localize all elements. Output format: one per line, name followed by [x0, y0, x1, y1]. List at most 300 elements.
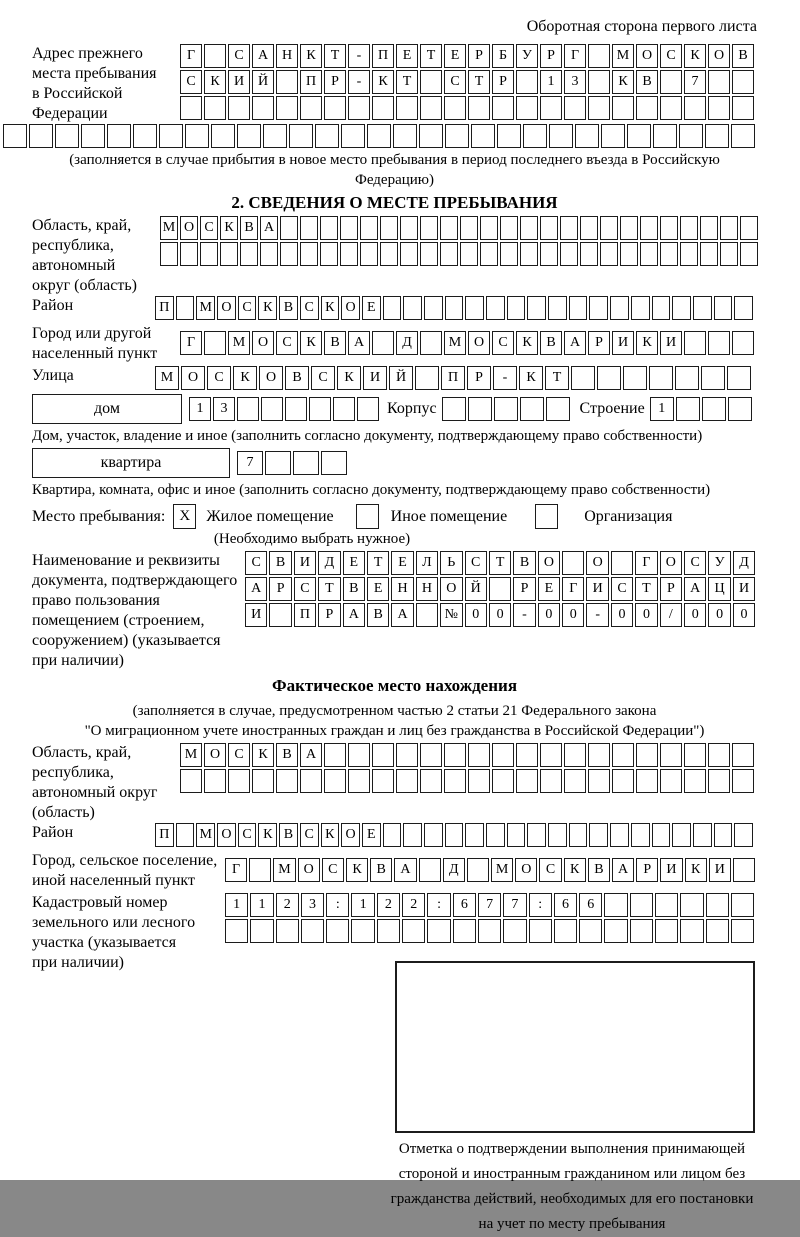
char-cell	[562, 551, 584, 575]
char-cell: В	[285, 366, 309, 390]
page-side-note: Оборотная сторона первого листа	[526, 18, 757, 35]
char-cell: С	[276, 331, 298, 355]
char-cell: 0	[465, 603, 487, 627]
char-cell: Т	[367, 551, 389, 575]
char-cell: И	[294, 551, 316, 575]
char-cell: С	[684, 551, 706, 575]
char-cell	[630, 893, 653, 917]
char-cell: С	[611, 577, 633, 601]
char-cell	[706, 893, 729, 917]
char-cell	[340, 242, 358, 266]
char-cell	[107, 124, 131, 148]
char-cell: 0	[733, 603, 755, 627]
char-cell: Д	[443, 858, 465, 882]
char-cell: Е	[367, 577, 389, 601]
char-cell	[731, 893, 754, 917]
char-cell: А	[348, 331, 370, 355]
char-cell	[460, 216, 478, 240]
fact-region-grid	[180, 743, 756, 795]
char-cell: 1	[189, 397, 211, 421]
prev-address-row-2	[180, 70, 756, 94]
char-cell	[652, 296, 671, 320]
char-cell: И	[363, 366, 387, 390]
korpus-cells	[442, 397, 572, 421]
char-cell	[220, 242, 238, 266]
char-cell: Т	[396, 70, 418, 94]
char-cell: М	[491, 858, 513, 882]
char-cell	[204, 769, 226, 793]
char-cell: Г	[635, 551, 657, 575]
char-cell	[610, 296, 629, 320]
char-cell	[383, 823, 402, 847]
char-cell	[276, 919, 299, 943]
char-cell	[612, 769, 634, 793]
char-cell	[465, 296, 484, 320]
char-cell	[133, 124, 157, 148]
char-cell: 7	[503, 893, 526, 917]
char-cell	[679, 124, 703, 148]
char-cell: -	[348, 70, 370, 94]
char-cell	[315, 124, 339, 148]
char-cell: Й	[252, 70, 274, 94]
char-cell	[734, 823, 753, 847]
char-cell: В	[240, 216, 258, 240]
char-cell	[660, 70, 682, 94]
fact-region-row-1	[180, 743, 756, 767]
char-cell: 1	[650, 397, 674, 421]
char-cell: В	[343, 577, 365, 601]
char-cell: М	[273, 858, 295, 882]
char-cell: М	[612, 44, 634, 68]
char-cell	[630, 919, 653, 943]
char-cell	[372, 743, 394, 767]
char-cell: Й	[465, 577, 487, 601]
char-cell	[360, 216, 378, 240]
char-cell	[548, 296, 567, 320]
char-cell	[701, 366, 725, 390]
region-field	[32, 216, 757, 296]
char-cell	[680, 893, 703, 917]
char-cell	[211, 124, 235, 148]
char-cell	[600, 242, 618, 266]
char-cell	[309, 397, 331, 421]
char-cell: В	[276, 743, 298, 767]
char-cell: К	[346, 858, 368, 882]
char-cell	[700, 242, 718, 266]
char-cell: М	[155, 366, 179, 390]
char-cell	[732, 70, 754, 94]
stay-option-organization-label: Организация	[584, 507, 673, 525]
char-cell: О	[181, 366, 205, 390]
char-cell	[261, 397, 283, 421]
char-cell	[714, 296, 733, 320]
char-cell: -	[513, 603, 535, 627]
char-cell	[588, 44, 610, 68]
char-cell: 2	[402, 893, 425, 917]
char-cell	[341, 124, 365, 148]
char-cell	[732, 743, 754, 767]
char-cell	[445, 296, 464, 320]
char-cell	[660, 743, 682, 767]
char-cell	[560, 216, 578, 240]
char-cell	[564, 96, 586, 120]
char-cell: 6	[453, 893, 476, 917]
char-cell: -	[586, 603, 608, 627]
char-cell	[540, 242, 558, 266]
char-cell	[604, 893, 627, 917]
char-cell	[3, 124, 27, 148]
char-cell: О	[180, 216, 198, 240]
char-cell: Р	[269, 577, 291, 601]
char-cell	[529, 919, 552, 943]
char-cell	[465, 823, 484, 847]
char-cell: В	[279, 296, 298, 320]
char-cell: 0	[562, 603, 584, 627]
stay-type-line	[32, 504, 757, 529]
char-cell	[393, 124, 417, 148]
char-cell	[289, 124, 313, 148]
char-cell	[720, 242, 738, 266]
char-cell	[571, 366, 595, 390]
char-cell: К	[300, 331, 322, 355]
char-cell: А	[564, 331, 586, 355]
char-cell	[377, 919, 400, 943]
char-cell	[604, 919, 627, 943]
char-cell: И	[245, 603, 267, 627]
char-cell	[660, 242, 678, 266]
char-cell: :	[326, 893, 349, 917]
char-cell: 1	[351, 893, 374, 917]
char-cell: Г	[564, 44, 586, 68]
char-cell: П	[155, 823, 174, 847]
char-cell	[623, 366, 647, 390]
char-cell	[516, 769, 538, 793]
char-cell	[660, 96, 682, 120]
char-cell: У	[516, 44, 538, 68]
char-cell	[276, 769, 298, 793]
char-cell: Р	[468, 44, 490, 68]
prev-address-label: Адрес прежнего места пребывания в Российской Федерации	[32, 45, 157, 122]
char-cell: 0	[489, 603, 511, 627]
char-cell: С	[539, 858, 561, 882]
fact-district-row	[155, 823, 755, 847]
char-cell: Е	[444, 44, 466, 68]
char-cell	[340, 216, 358, 240]
stay-option-other-checkbox	[356, 504, 379, 529]
confirmation-stamp-box	[395, 961, 755, 1133]
char-cell: О	[217, 823, 236, 847]
char-cell: К	[636, 331, 658, 355]
char-cell: Н	[416, 577, 438, 601]
char-cell	[240, 242, 258, 266]
char-cell	[734, 296, 753, 320]
char-cell: И	[228, 70, 250, 94]
char-cell: Г	[180, 44, 202, 68]
char-cell	[486, 823, 505, 847]
char-cell	[420, 70, 442, 94]
char-cell	[579, 919, 602, 943]
char-cell: М	[196, 823, 215, 847]
stamp-caption: Отметка о подтверждении выполнения принимающей стороной и иностранным гражданином или лицом без гражданства действий, необходимых для его постановки на учет по месту пребывания	[390, 1141, 754, 1232]
char-cell: 2	[276, 893, 299, 917]
char-cell	[176, 823, 195, 847]
char-cell: 0	[684, 603, 706, 627]
char-cell: О	[468, 331, 490, 355]
char-cell	[420, 242, 438, 266]
char-cell	[492, 769, 514, 793]
char-cell	[660, 769, 682, 793]
cadastral-row-1	[225, 893, 756, 917]
char-cell	[655, 893, 678, 917]
fact-city-field	[32, 851, 757, 891]
char-cell	[324, 96, 346, 120]
char-cell	[204, 44, 226, 68]
char-cell: Р	[324, 70, 346, 94]
char-cell	[372, 769, 394, 793]
char-cell: Р	[318, 603, 340, 627]
char-cell	[564, 743, 586, 767]
char-cell	[636, 96, 658, 120]
char-cell	[507, 823, 526, 847]
char-cell: В	[367, 603, 389, 627]
char-cell	[480, 216, 498, 240]
char-cell	[300, 96, 322, 120]
char-cell: С	[322, 858, 344, 882]
char-cell	[333, 397, 355, 421]
char-cell: -	[493, 366, 517, 390]
char-cell	[265, 451, 291, 475]
char-cell: С	[200, 216, 218, 240]
char-cell: 6	[579, 893, 602, 917]
char-cell	[420, 331, 442, 355]
char-cell: С	[207, 366, 231, 390]
char-cell: 2	[377, 893, 400, 917]
char-cell	[444, 769, 466, 793]
char-cell: Т	[545, 366, 569, 390]
char-cell: О	[440, 577, 462, 601]
char-cell: А	[684, 577, 706, 601]
char-cell: А	[252, 44, 274, 68]
char-cell: :	[427, 893, 450, 917]
char-cell	[263, 124, 287, 148]
char-cell	[300, 216, 318, 240]
char-cell	[516, 743, 538, 767]
char-cell: 1	[540, 70, 562, 94]
city-label: Город или другой населенный пункт	[32, 325, 158, 362]
char-cell	[416, 603, 438, 627]
char-cell	[396, 96, 418, 120]
char-cell: А	[300, 743, 322, 767]
char-cell: О	[217, 296, 236, 320]
char-cell	[612, 743, 634, 767]
char-cell: 0	[611, 603, 633, 627]
fact-city-label: Город, сельское поселение, иной населенный пункт	[32, 852, 218, 889]
char-cell: О	[252, 331, 274, 355]
region-row-1	[160, 216, 760, 240]
char-cell	[396, 769, 418, 793]
char-cell	[486, 296, 505, 320]
char-cell	[293, 451, 319, 475]
char-cell	[324, 769, 346, 793]
char-cell	[731, 919, 754, 943]
char-cell: 1	[250, 893, 273, 917]
char-cell: О	[538, 551, 560, 575]
char-cell	[693, 823, 712, 847]
char-cell	[419, 858, 441, 882]
char-cell	[420, 743, 442, 767]
char-cell	[402, 919, 425, 943]
char-cell	[680, 919, 703, 943]
section3-caption-line1: (заполняется в случае, предусмотренном частью 2 статьи 21 Федерального закона	[132, 703, 657, 719]
char-cell: В	[279, 823, 298, 847]
char-cell: Л	[416, 551, 438, 575]
char-cell: /	[660, 603, 682, 627]
prev-address-row-1	[180, 44, 756, 68]
char-cell	[419, 124, 443, 148]
char-cell	[740, 216, 758, 240]
char-cell: Р	[636, 858, 658, 882]
char-cell: Д	[733, 551, 755, 575]
char-cell	[684, 331, 706, 355]
char-cell	[672, 296, 691, 320]
char-cell	[546, 397, 570, 421]
char-cell	[300, 769, 322, 793]
city-row	[180, 331, 756, 355]
apartment-caption: Квартира, комната, офис и иное (заполнить согласно документу, подтверждающему право собственности)	[32, 482, 711, 498]
char-cell	[640, 242, 658, 266]
char-cell: К	[684, 44, 706, 68]
korpus-label: Корпус	[387, 400, 437, 417]
char-cell: К	[372, 70, 394, 94]
region-row-2	[160, 242, 760, 266]
char-cell	[588, 96, 610, 120]
char-cell	[732, 769, 754, 793]
char-cell: О	[636, 44, 658, 68]
char-cell	[560, 242, 578, 266]
char-cell	[705, 124, 729, 148]
char-cell: Т	[635, 577, 657, 601]
char-cell	[204, 96, 226, 120]
char-cell	[180, 242, 198, 266]
cadastral-grid	[225, 893, 756, 945]
char-cell	[444, 743, 466, 767]
char-cell: В	[370, 858, 392, 882]
char-cell	[468, 769, 490, 793]
char-cell	[527, 823, 546, 847]
char-cell: О	[341, 823, 360, 847]
char-cell: Е	[362, 296, 381, 320]
char-cell: И	[660, 858, 682, 882]
stay-option-residential-label: Жилое помещение	[206, 507, 334, 525]
char-cell	[160, 242, 178, 266]
char-cell: В	[636, 70, 658, 94]
char-cell	[540, 96, 562, 120]
char-cell	[640, 216, 658, 240]
char-cell: О	[204, 743, 226, 767]
char-cell	[636, 743, 658, 767]
char-cell	[708, 743, 730, 767]
char-cell	[176, 296, 195, 320]
char-cell	[225, 919, 248, 943]
house-line	[32, 394, 757, 424]
char-cell	[500, 242, 518, 266]
char-cell	[326, 919, 349, 943]
char-cell	[300, 242, 318, 266]
house-type-box: дом	[32, 394, 182, 424]
char-cell	[29, 124, 53, 148]
char-cell: Й	[389, 366, 413, 390]
char-cell: В	[513, 551, 535, 575]
char-cell: В	[540, 331, 562, 355]
char-cell: М	[160, 216, 178, 240]
char-cell	[580, 216, 598, 240]
char-cell	[372, 96, 394, 120]
char-cell	[575, 124, 599, 148]
char-cell	[631, 823, 650, 847]
char-cell: -	[348, 44, 370, 68]
char-cell	[497, 124, 521, 148]
char-cell	[708, 96, 730, 120]
char-cell	[351, 919, 374, 943]
fact-district-field	[32, 823, 757, 849]
char-cell: Ц	[708, 577, 730, 601]
char-cell: А	[394, 858, 416, 882]
char-cell	[200, 242, 218, 266]
char-cell: П	[372, 44, 394, 68]
section3-caption-line2: "О миграционном учете иностранных граждан и лиц без гражданства в Российской Федерации")	[84, 723, 705, 739]
char-cell: Г	[225, 858, 247, 882]
char-cell	[540, 216, 558, 240]
char-cell	[733, 858, 755, 882]
char-cell	[403, 296, 422, 320]
fact-city-row	[225, 858, 757, 882]
char-cell	[424, 296, 443, 320]
char-cell	[237, 124, 261, 148]
char-cell	[453, 919, 476, 943]
char-cell	[569, 823, 588, 847]
char-cell: И	[733, 577, 755, 601]
char-cell: С	[300, 823, 319, 847]
char-cell	[321, 451, 347, 475]
char-cell: Ь	[440, 551, 462, 575]
char-cell	[727, 366, 751, 390]
char-cell: И	[709, 858, 731, 882]
char-cell	[427, 919, 450, 943]
char-cell: Т	[468, 70, 490, 94]
char-cell	[540, 743, 562, 767]
char-cell	[471, 124, 495, 148]
char-cell	[280, 242, 298, 266]
char-cell	[708, 769, 730, 793]
char-cell	[396, 743, 418, 767]
char-cell: Р	[540, 44, 562, 68]
document-field	[32, 551, 757, 671]
char-cell	[684, 743, 706, 767]
char-cell	[468, 397, 492, 421]
char-cell: С	[294, 577, 316, 601]
char-cell	[714, 823, 733, 847]
char-cell	[480, 242, 498, 266]
char-cell	[523, 124, 547, 148]
char-cell: К	[252, 743, 274, 767]
char-cell: В	[588, 858, 610, 882]
char-cell	[611, 551, 633, 575]
char-cell	[708, 70, 730, 94]
char-cell	[549, 124, 573, 148]
char-cell	[320, 216, 338, 240]
char-cell	[367, 124, 391, 148]
char-cell: И	[586, 577, 608, 601]
